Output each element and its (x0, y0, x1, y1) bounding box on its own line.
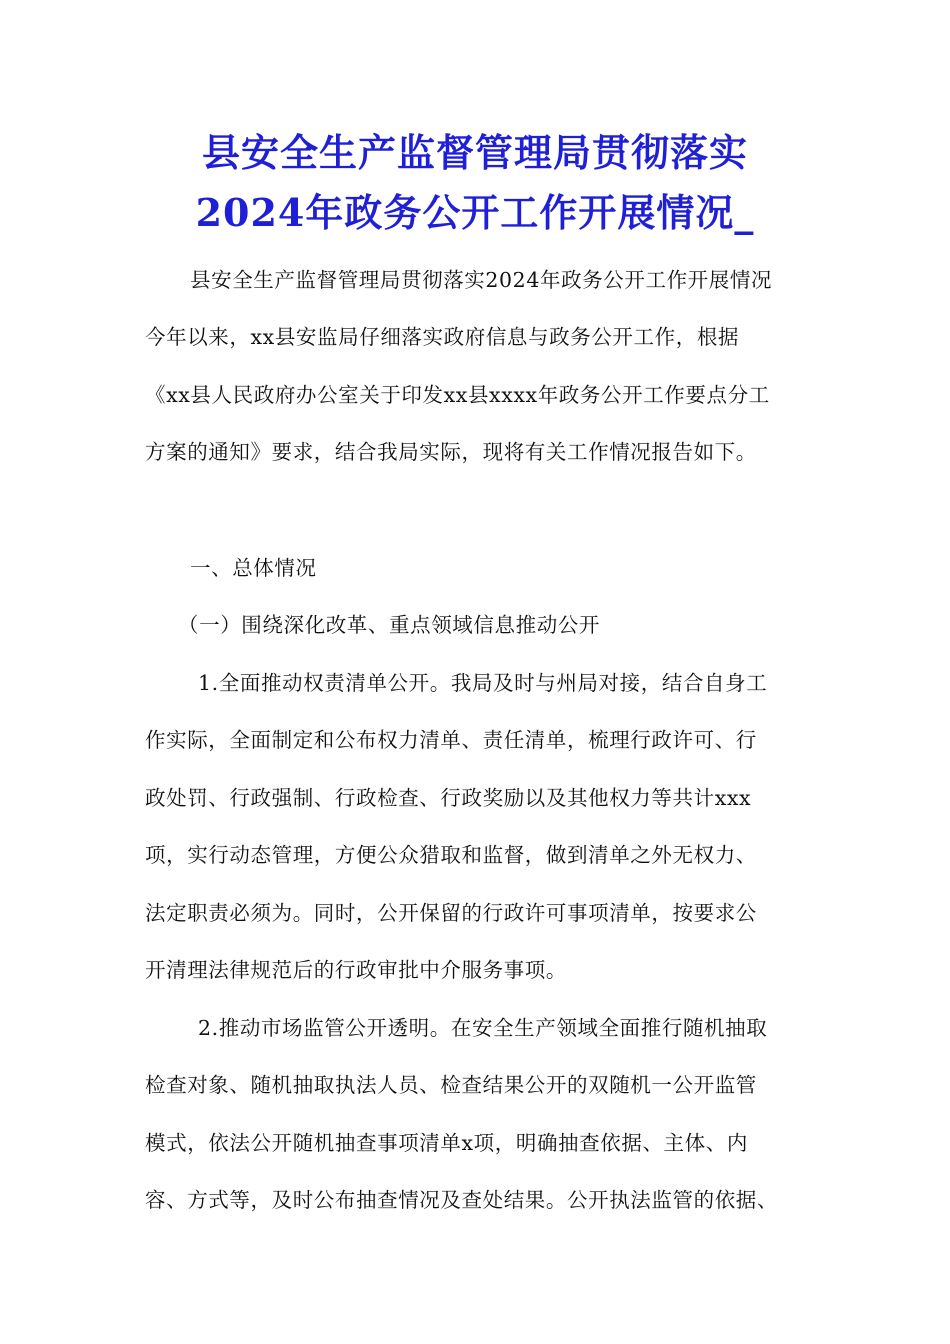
paragraph-line-14: 容、方式等，及时公布抽查情况及查处结果。公开执法监管的依据、 (145, 1188, 778, 1212)
paragraph-line-8: 项，实行动态管理，方便公众猎取和监督，做到清单之外无权力、 (145, 843, 757, 867)
subsection-heading: （一）围绕深化改革、重点领域信息推动公开 (178, 613, 600, 637)
paragraph-line-1: 县安全生产监督管理局贯彻落实2024年政务公开工作开展情况 (190, 268, 773, 292)
paragraph-line-3: 《xx县人民政府办公室关于印发xx县xxxx年政务公开工作要点分工 (145, 383, 770, 407)
paragraph-line-13: 模式，依法公开随机抽查事项清单x项，明确抽查依据、主体、内 (145, 1131, 748, 1155)
paragraph-line-9: 法定职责必须为。同时，公开保留的行政许可事项清单，按要求公 (145, 901, 757, 925)
paragraph-line-5: 1.全面推动权责清单公开。我局及时与州局对接，结合自身工 (198, 671, 768, 695)
section-heading: 一、总体情况 (190, 556, 317, 580)
paragraph-line-4: 方案的通知》要求，结合我局实际，现将有关工作情况报告如下。 (145, 440, 757, 464)
paragraph-line-2: 今年以来，xx县安监局仔细落实政府信息与政务公开工作，根据 (145, 325, 740, 349)
paragraph-line-10: 开清理法律规范后的行政审批中介服务事项。 (145, 958, 567, 982)
paragraph-line-12: 检查对象、随机抽取执法人员、检查结果公开的双随机一公开监管 (145, 1073, 757, 1097)
paragraph-line-11: 2.推动市场监管公开透明。在安全生产领域全面推行随机抽取 (198, 1016, 768, 1040)
paragraph-line-7: 政处罚、行政强制、行政检查、行政奖励以及其他权力等共计xxx (145, 786, 752, 810)
document-title-line-2: 2024年政务公开工作开展情况_ (195, 190, 755, 235)
paragraph-line-6: 作实际，全面制定和公布权力清单、责任清单，梳理行政许可、行 (145, 728, 757, 752)
document-title-line-1: 县安全生产监督管理局贯彻落实 (201, 130, 748, 175)
